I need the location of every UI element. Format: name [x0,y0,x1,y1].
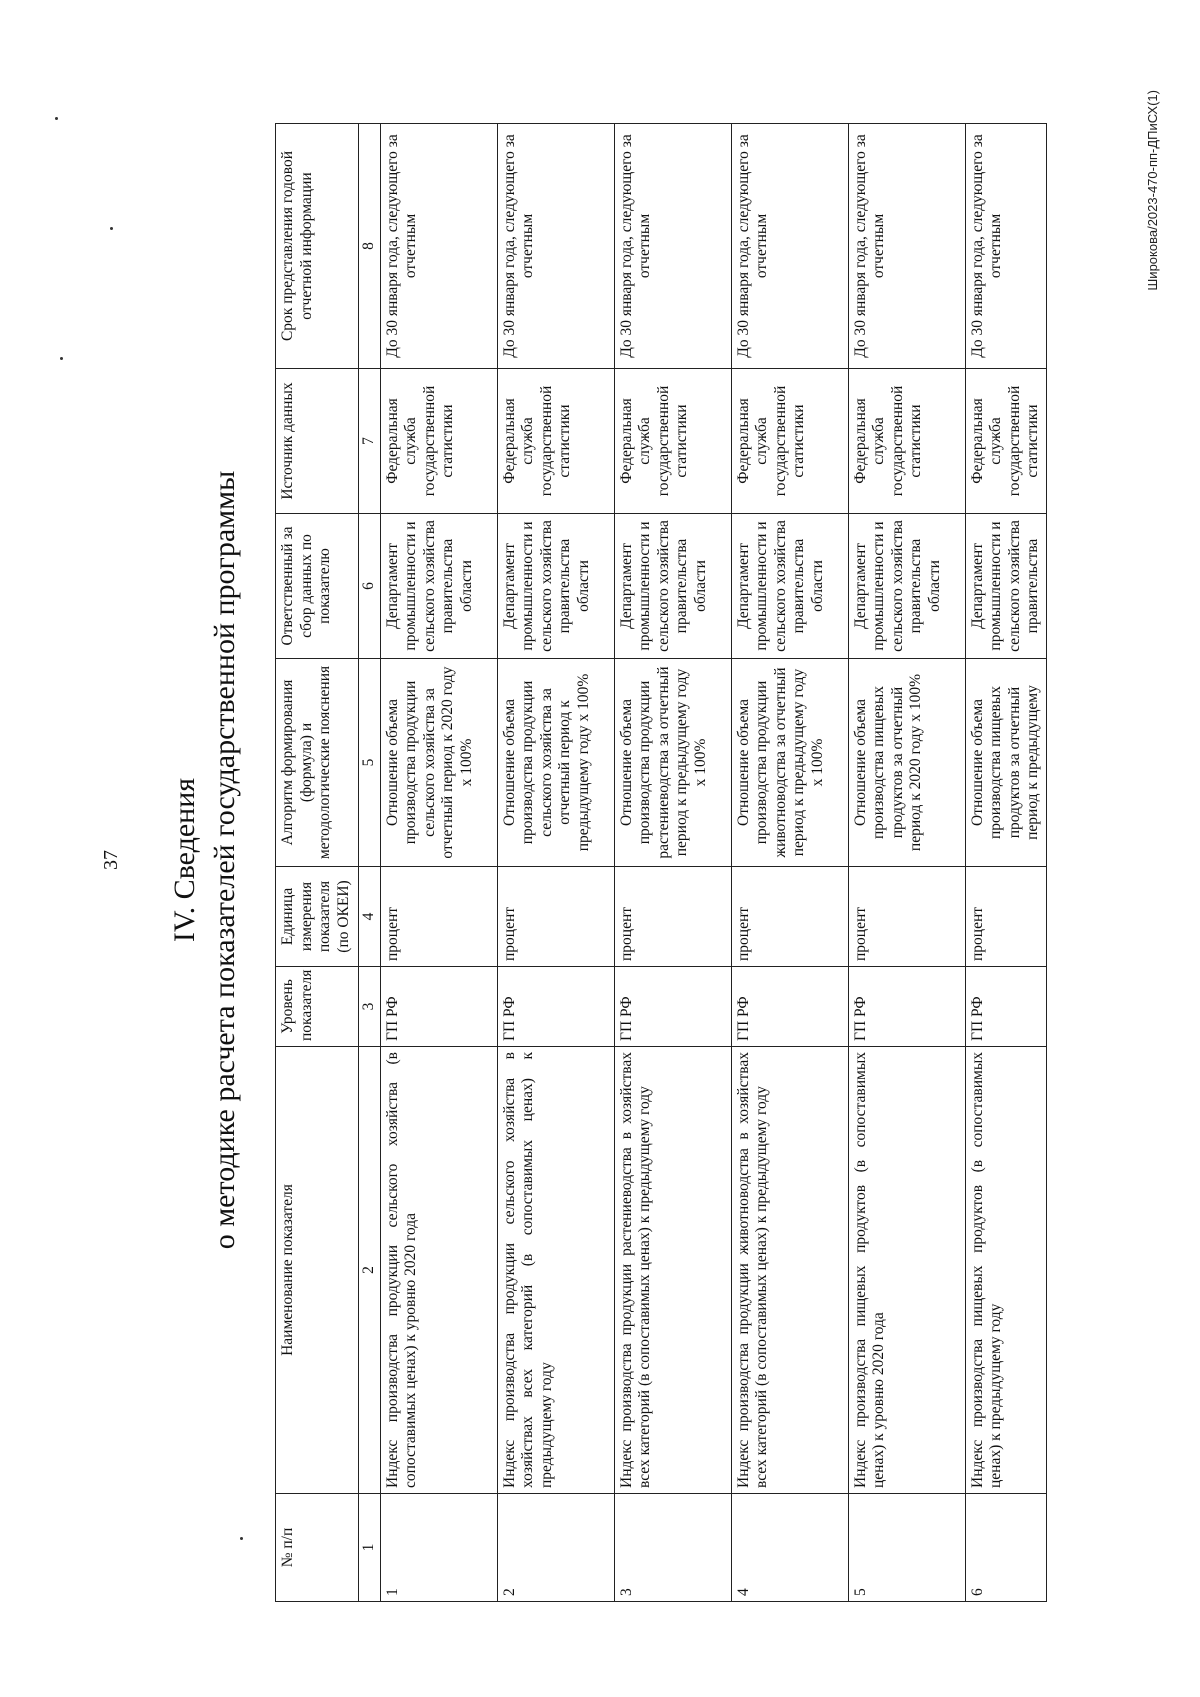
indicator-responsible: Департамент промышленности и сельского хозяйства правительства области [731,514,848,659]
indicator-source: Федеральная служба государственной статистики [965,369,1046,514]
column-number: 7 [359,369,381,514]
indicator-unit: процент [497,867,614,967]
indicator-responsible: Департамент промышленности и сельского хозяйства правительства области [497,514,614,659]
header-cell: № п/п [276,1494,359,1602]
indicator-level: ГП РФ [614,967,731,1047]
indicator-algorithm: Отношение объема производства пищевых продуктов за отчетный период к предыдущему [965,659,1046,867]
indicator-deadline: До 30 января года, следующего за отчетным [497,124,614,369]
indicator-level: ГП РФ [848,967,965,1047]
row-number: 5 [848,1494,965,1602]
indicator-name: Индекс производства продукции сельского хозяйства в хозяйствах всех категорий (в сопоставимых ценах) к предыдущему году [497,1047,614,1494]
row-number: 6 [965,1494,1046,1602]
indicator-name: Индекс производства пищевых продуктов (в сопоставимых ценах) к предыдущему году [965,1047,1046,1494]
table-row [497,124,614,1602]
indicator-name: Индекс производства продукции растениеводства в хозяйствах всех категорий (в сопоставимых ценах) к предыдущему году [614,1047,731,1494]
column-number: 3 [359,967,381,1047]
indicator-unit: процент [731,867,848,967]
column-number: 4 [359,867,381,967]
indicator-deadline: До 30 января года, следующего за отчетным [731,124,848,369]
indicator-name: Индекс производства продукции сельского хозяйства (в сопоставимых ценах) к уровню 2020 года [380,1047,497,1494]
header-cell: Алгоритм формирования (формула) и методологические пояснения [276,659,359,867]
indicator-deadline: До 30 января года, следующего за отчетным [614,124,731,369]
indicator-source: Федеральная служба государственной статистики [614,369,731,514]
indicator-source: Федеральная служба государственной статистики [380,369,497,514]
column-number-row [359,124,381,1602]
page-number: 37 [100,850,122,870]
indicator-level: ГП РФ [497,967,614,1047]
header-row [276,124,359,1602]
header-cell: Ответственный за сбор данных по показателю [276,514,359,659]
scan-speck [55,117,58,120]
indicator-deadline: До 30 января года, следующего за отчетным [965,124,1046,369]
scan-speck [110,227,113,230]
indicator-algorithm: Отношение объема производства продукции растениеводства за отчетный период к предыдущему году х 100% [614,659,731,867]
indicator-unit: процент [614,867,731,967]
header-cell: Единица измерения показателя (по ОКЕИ) [276,867,359,967]
indicator-name: Индекс производства продукции животноводства в хозяйствах всех категорий (в сопоставимых ценах) к предыдущему году [731,1047,848,1494]
indicator-algorithm: Отношение объема производства продукции сельского хозяйства за отчетный период к 2020 году х 100% [380,659,497,867]
column-number: 2 [359,1047,381,1494]
indicator-level: ГП РФ [965,967,1046,1047]
column-number: 1 [359,1494,381,1602]
scan-speck [240,1537,243,1540]
header-cell: Срок представления годовой отчетной информации [276,124,359,369]
column-number: 8 [359,124,381,369]
document-code: Широкова/2023-470-пп-ДПиСХ(1) [1145,90,1160,291]
column-number: 5 [359,659,381,867]
scan-speck [60,357,63,360]
rotated-page [0,70,1200,1650]
indicator-name: Индекс производства пищевых продуктов (в сопоставимых ценах) к уровню 2020 года [848,1047,965,1494]
indicator-responsible: Департамент промышленности и сельского хозяйства правительства области [614,514,731,659]
table-row [731,124,848,1602]
indicator-unit: процент [848,867,965,967]
indicators-table [275,123,1047,1602]
header-cell: Источник данных [276,369,359,514]
indicator-deadline: До 30 января года, следующего за отчетным [848,124,965,369]
table-row [965,124,1046,1602]
indicator-unit: процент [380,867,497,967]
indicator-source: Федеральная служба государственной статистики [497,369,614,514]
indicator-algorithm: Отношение объема производства продукции сельского хозяйства за отчетный период к предыдущему году х 100% [497,659,614,867]
header-cell: Наименование показателя [276,1047,359,1494]
column-number: 6 [359,514,381,659]
section-subtitle: о методике расчета показателей государственной программы [208,470,241,1250]
row-number: 3 [614,1494,731,1602]
table-row [848,124,965,1602]
indicator-unit: процент [965,867,1046,967]
indicator-responsible: Департамент промышленности и сельского хозяйства правительства [965,514,1046,659]
row-number: 2 [497,1494,614,1602]
indicator-algorithm: Отношение объема производства продукции животноводства за отчетный период к предыдущему году х 100% [731,659,848,867]
indicator-responsible: Департамент промышленности и сельского хозяйства правительства области [848,514,965,659]
table-row [380,124,497,1602]
section-title: IV. Сведения [168,777,201,943]
row-number: 4 [731,1494,848,1602]
indicator-level: ГП РФ [731,967,848,1047]
table-row [614,124,731,1602]
indicator-source: Федеральная служба государственной статистики [731,369,848,514]
indicator-level: ГП РФ [380,967,497,1047]
indicator-deadline: До 30 января года, следующего за отчетным [380,124,497,369]
row-number: 1 [380,1494,497,1602]
header-cell: Уровень показателя [276,967,359,1047]
indicator-source: Федеральная служба государственной статистики [848,369,965,514]
indicator-algorithm: Отношение объема производства пищевых продуктов за отчетный период к 2020 году х 100% [848,659,965,867]
indicator-responsible: Департамент промышленности и сельского хозяйства правительства области [380,514,497,659]
